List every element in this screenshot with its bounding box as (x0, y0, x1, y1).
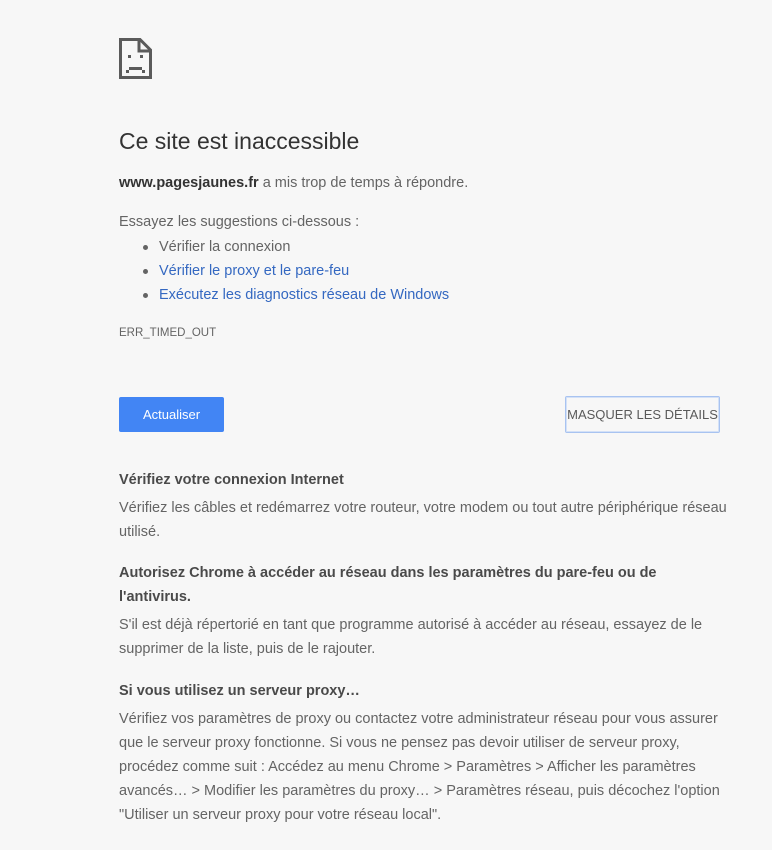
suggestion-check-proxy-firewall[interactable] (119, 262, 449, 286)
bullet-icon (143, 245, 148, 250)
details-section-firewall (119, 561, 729, 661)
hide-details-button[interactable]: MASQUER LES DÉTAILS (565, 396, 720, 433)
check-proxy-firewall-link[interactable]: Vérifier le proxy et le pare-feu (159, 263, 350, 279)
details-body: S'il est déjà répertorié en tant que programme autorisé à accéder au réseau, essayez de le supprimer de la liste, puis de le rajouter. (119, 617, 703, 657)
details-body: Vérifiez les câbles et redémarrez votre routeur, votre modem ou tout autre périphérique réseau utilisé. (119, 500, 727, 540)
page-title: Ce site est inaccessible (119, 128, 360, 154)
suggestion-check-connection (119, 238, 449, 262)
error-code: ERR_TIMED_OUT (119, 327, 217, 339)
suggestions-intro: Essayez les suggestions ci-dessous : (119, 214, 360, 230)
suggestion-label: Vérifier la connexion (159, 239, 291, 255)
summary-text: a mis trop de temps à répondre. (258, 175, 469, 191)
details-body: Vérifiez vos paramètres de proxy ou contactez votre administrateur réseau pour vous assurer que le serveur proxy fonctionne. Si vous ne pensez pas devoir utiliser de serveur proxy, procédez comme suit : Accédez au menu Chrome > Paramètres > Afficher les paramètres avancés… > Modifier les paramètres du proxy… > Paramètres réseau, puis décochez l'option "Utiliser un serveur proxy pour votre réseau local". (119, 711, 720, 823)
bullet-icon (143, 293, 148, 298)
error-summary (119, 175, 468, 191)
details-heading: Autorisez Chrome à accéder au réseau dans les paramètres du pare-feu ou de l'antivirus. (119, 565, 657, 605)
suggestions-list (119, 238, 449, 310)
site-host: www.pagesjaunes.fr (119, 175, 259, 191)
details-heading: Si vous utilisez un serveur proxy… (119, 683, 360, 699)
reload-button[interactable]: Actualiser (119, 397, 224, 432)
bullet-icon (143, 269, 148, 274)
details-heading: Vérifiez votre connexion Internet (119, 472, 344, 488)
sad-page-icon (119, 38, 152, 79)
run-network-diagnostics-link[interactable]: Exécutez les diagnostics réseau de Windows (159, 287, 450, 303)
details-section-proxy (119, 679, 729, 827)
suggestion-run-diagnostics[interactable] (119, 286, 449, 310)
details-section-connection (119, 468, 729, 544)
